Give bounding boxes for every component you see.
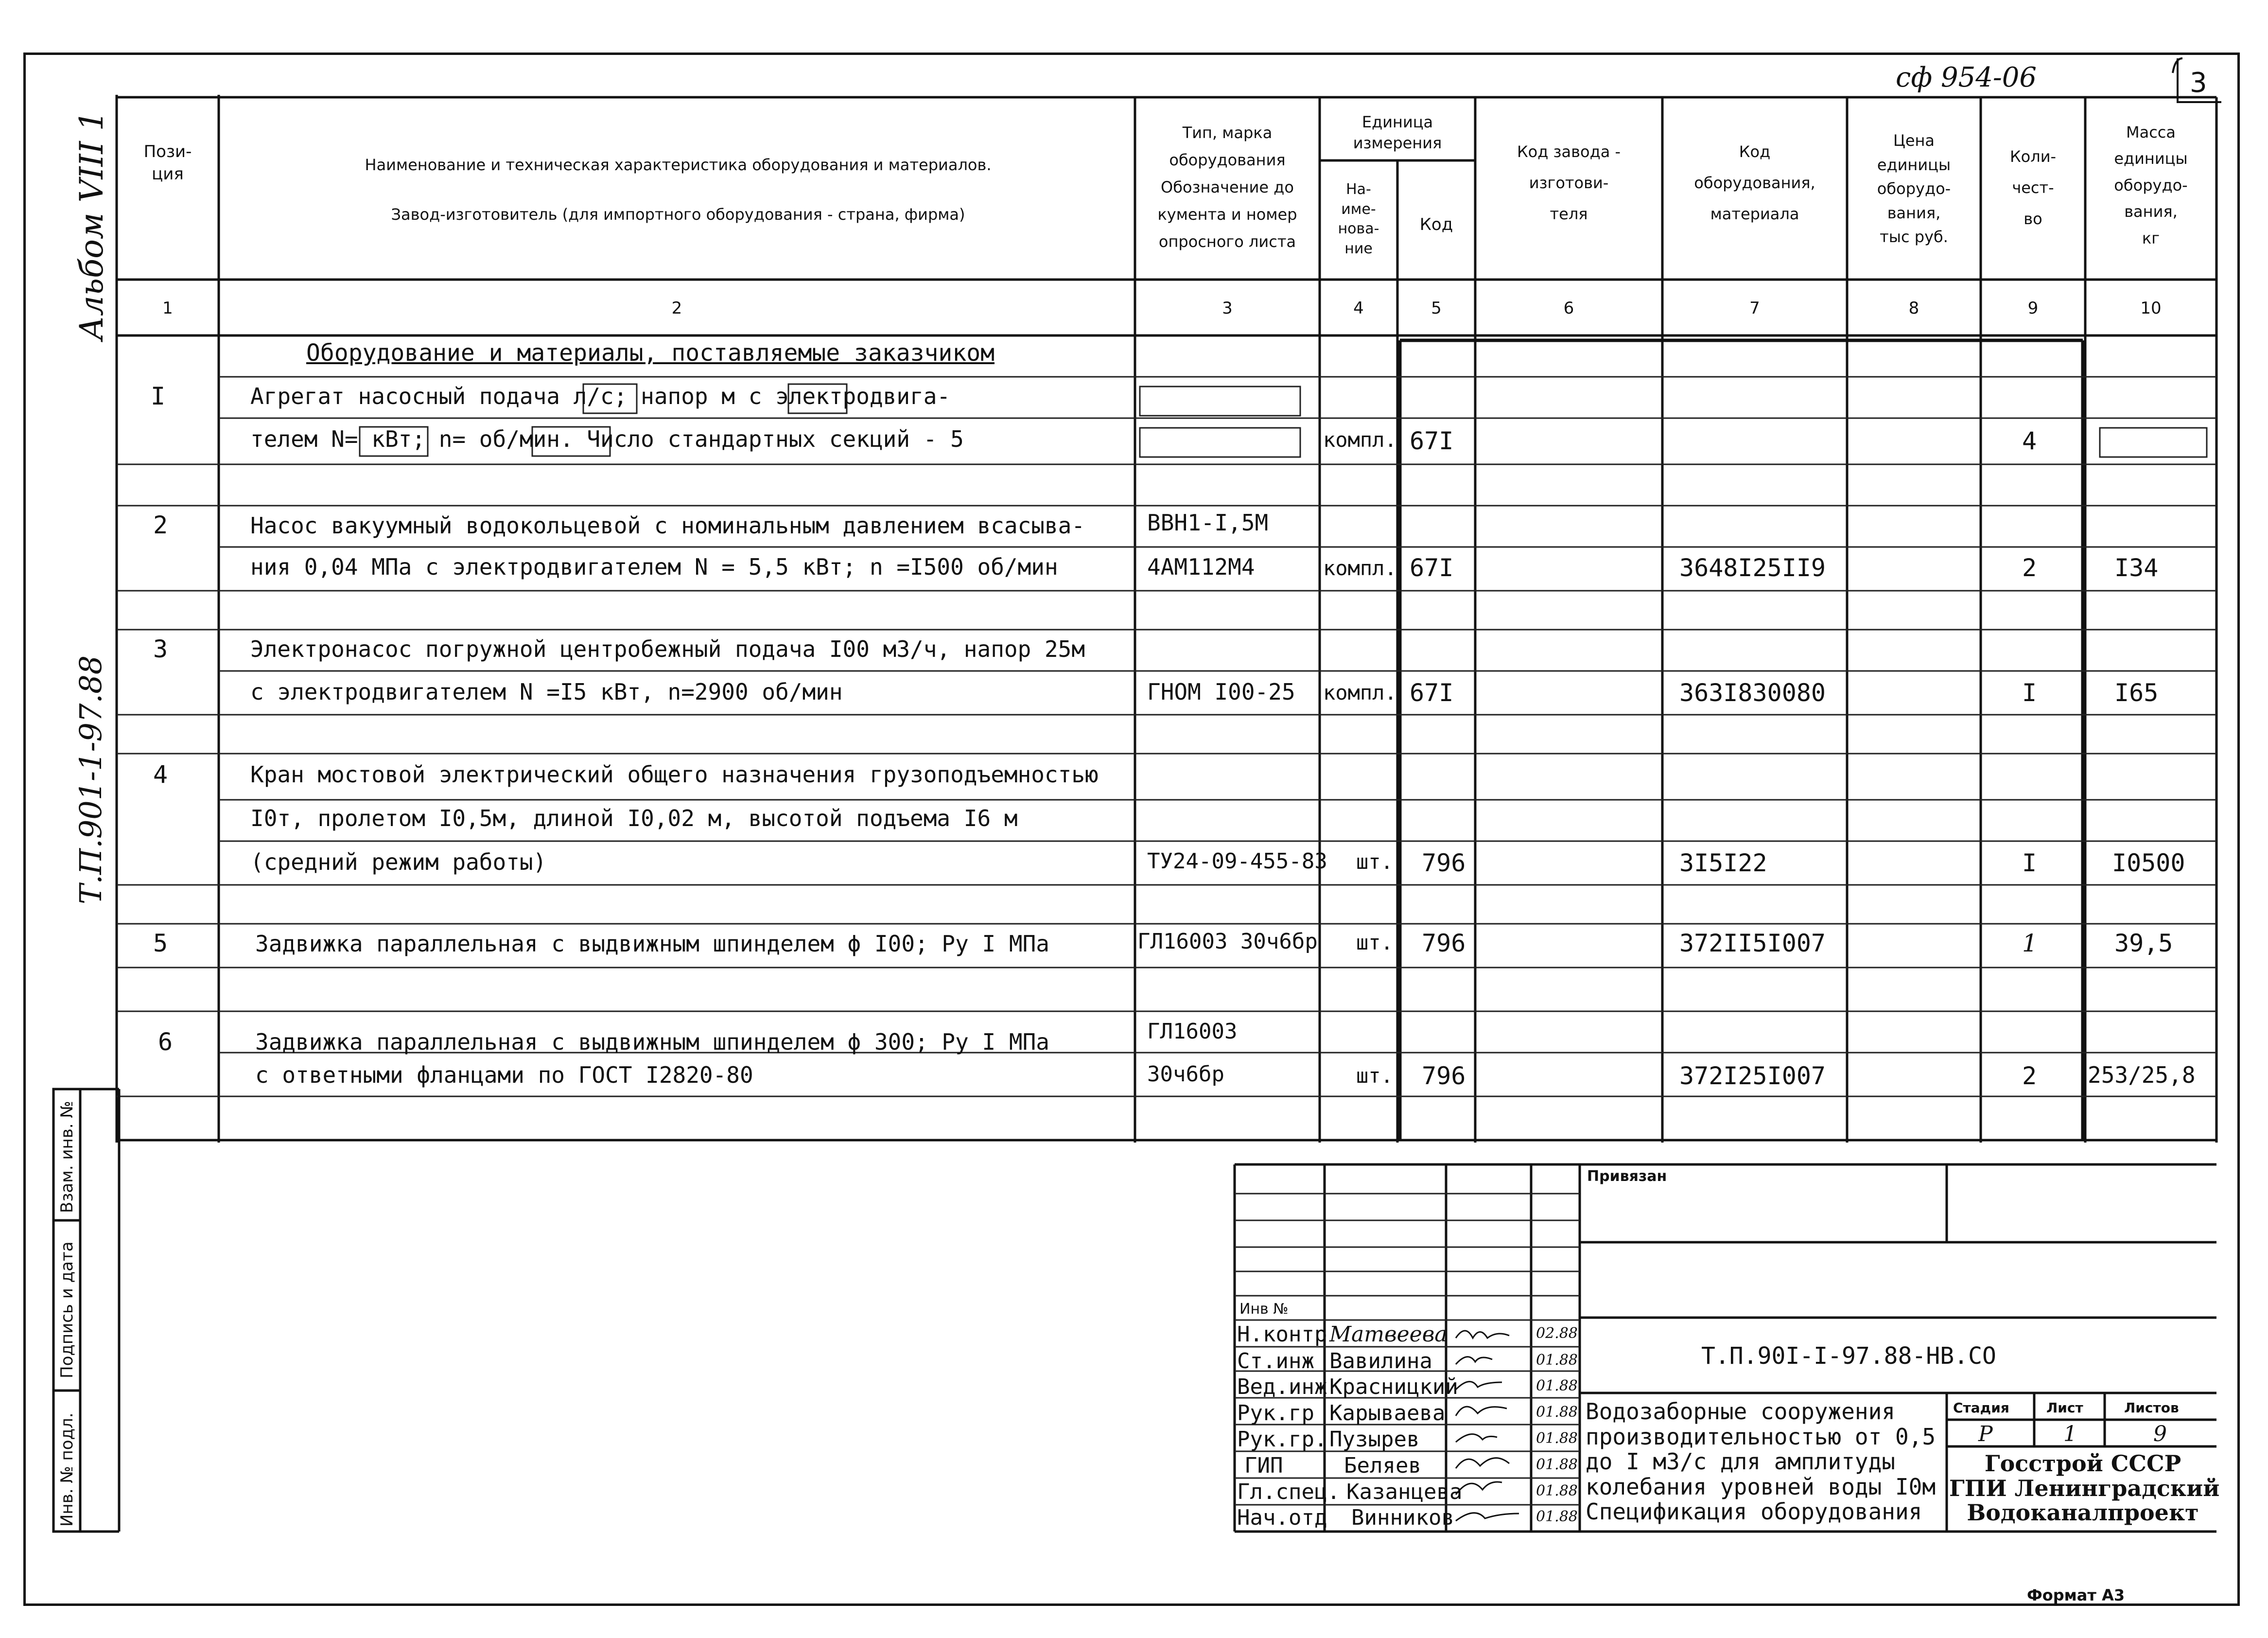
item-2-line2: ния 0,04 МПа с электродвигателем N = 5,5 кВт; n =I500 об/мин: [250, 554, 1058, 580]
description-line: колебания уровней воды I0м: [1586, 1473, 1936, 1500]
stage-label: Стадия: [1953, 1400, 2009, 1416]
role-date: 01.88: [1536, 1456, 1578, 1473]
role-label: Вед.инж: [1237, 1374, 1327, 1399]
role-date: 01.88: [1536, 1482, 1578, 1499]
header-position: Пози- ция: [143, 142, 192, 184]
item-2-type1: ВВН1-I,5М: [1147, 510, 1269, 536]
item-5-position: 5: [153, 929, 168, 957]
header-unit-code: Код: [1419, 215, 1453, 234]
sheet-value: 1: [2063, 1422, 2077, 1446]
item-4-equip-code: 3I5I22: [1679, 849, 1767, 877]
item-6-unit: шт.: [1356, 1064, 1393, 1088]
role-label: ГИП: [1244, 1453, 1283, 1478]
header-equipment-code: Код оборудования, материала: [1694, 142, 1815, 223]
item-4-line1: Кран мостовой электрический общего назначения грузоподъемностью: [250, 761, 1099, 788]
colnum-3: 3: [1222, 299, 1233, 318]
role-name: Карываева: [1329, 1401, 1446, 1426]
item-4-qty: I: [2022, 849, 2037, 877]
signature-mark: [1456, 1357, 1492, 1364]
item-1-code: 67I: [1410, 427, 1454, 455]
colnum-9: 9: [2027, 299, 2039, 318]
item-5-qty: 1: [2022, 929, 2038, 957]
description-line: производительностью от 0,5: [1586, 1423, 1936, 1450]
item-2-code: 67I: [1410, 554, 1454, 582]
item-6-line1: Задвижка параллельная с выдвижным шпинделем ϕ 300; Ру I МПа: [255, 1029, 1049, 1055]
role-date: 01.88: [1536, 1352, 1578, 1369]
header-unit-name: На- име- нова- ние: [1338, 181, 1379, 257]
project-description: [1586, 1399, 1936, 1525]
item-2-qty: 2: [2022, 554, 2037, 582]
role-name: Вавилина: [1329, 1349, 1432, 1374]
format-label: Формат А3: [2027, 1586, 2125, 1604]
section-title: Оборудование и материалы, поставляемые заказчиком: [306, 339, 995, 367]
signature-mark: [1456, 1482, 1502, 1495]
role-name: Казанцева: [1346, 1479, 1463, 1504]
item-1-qty: 4: [2022, 427, 2037, 455]
item-6-type1: ГЛ16003: [1147, 1019, 1238, 1044]
item-3-type: ГНОМ I00-25: [1147, 679, 1295, 705]
item-5-code: 796: [1422, 929, 1466, 957]
role-label: Рук.гр: [1237, 1401, 1314, 1426]
side-inv-podl: Инв. № подл.: [57, 1412, 77, 1527]
item-4-mass: I0500: [2112, 849, 2185, 877]
item-5-line1: Задвижка параллельная с выдвижным шпинделем ϕ I00; Ру I МПа: [255, 931, 1049, 957]
item-6-equip-code: 372I25I007: [1679, 1062, 1826, 1090]
item-4-unit: шт.: [1356, 850, 1393, 874]
role-label: Ст.инж: [1237, 1349, 1314, 1374]
role-label: Н.контр: [1237, 1322, 1327, 1347]
item-3-equip-code: 363I830080: [1679, 679, 1826, 707]
header-manufacturer: Завод-изготовитель (для импортного оборудования - страна, фирма): [391, 205, 965, 224]
item-2-equip-code: 3648I25II9: [1679, 554, 1826, 582]
header-factory-code: Код завода - изготови- теля: [1517, 142, 1621, 223]
signature-mark: [1456, 1458, 1509, 1468]
role-name: Пузырев: [1329, 1427, 1420, 1452]
role-date: 01.88: [1536, 1430, 1578, 1447]
item-3-line1: Электронасос погружной центробежный подача I00 м3/ч, напор 25м: [250, 636, 1085, 662]
role-name: Беляев: [1344, 1453, 1421, 1478]
item-6-type2: 30ч6бр: [1147, 1062, 1224, 1087]
item-6-mass: 253/25,8: [2088, 1062, 2196, 1088]
role-date: 01.88: [1536, 1508, 1578, 1525]
header-name: Наименование и техническая характеристика оборудования и материалов.: [365, 156, 992, 174]
role-name: Матвеева: [1329, 1322, 1448, 1347]
item-4-code: 796: [1422, 849, 1466, 877]
header-type: Тип, марка оборудования Обозначение до кумента и номер опросного листа: [1157, 123, 1297, 251]
colnum-1: 1: [162, 299, 173, 318]
org-line: Госстрой СССР: [1984, 1450, 2181, 1477]
item-6-position: 6: [158, 1028, 173, 1056]
privyazan-label: Привязан: [1587, 1168, 1667, 1185]
colnum-8: 8: [1908, 299, 1919, 318]
header-unit: Единица измерения: [1353, 113, 1442, 153]
colnum-7: 7: [1749, 299, 1760, 318]
role-label: Нач.отд: [1237, 1505, 1327, 1530]
role-label: Рук.гр.: [1237, 1427, 1327, 1452]
item-6-code: 796: [1422, 1062, 1466, 1090]
colnum-6: 6: [1563, 299, 1574, 318]
item-6-qty: 2: [2022, 1062, 2037, 1090]
item-2-mass: I34: [2114, 554, 2159, 582]
item-2-unit: компл.: [1323, 556, 1397, 580]
role-name: Винников: [1351, 1505, 1454, 1530]
signature-mark: [1456, 1331, 1509, 1338]
item-2-position: 2: [153, 511, 168, 539]
signature-mark: [1456, 1434, 1497, 1442]
org-line: Водоканалпроект: [1967, 1499, 2199, 1526]
role-label: Гл.спец.: [1237, 1479, 1340, 1504]
side-podpis-data: Подпись и дата: [57, 1241, 77, 1378]
colnum-4: 4: [1353, 299, 1364, 318]
header-quantity: Коли- чест- во: [2009, 147, 2057, 228]
side-project-label: Т.П.901-1-97.88: [73, 655, 108, 904]
side-vzam-inv: Взам. инв. №: [57, 1101, 77, 1213]
item-5-type: ГЛ16003 30ч6бр: [1137, 929, 1318, 954]
album-label: Альбом VIII 1: [73, 110, 110, 340]
stage-value: Р: [1978, 1422, 1993, 1446]
item-4-line2: I0т, пролетом I0,5м, длиной I0,02 м, высотой подъема I6 м: [250, 805, 1018, 831]
item-3-line2: с электродвигателем N =I5 кВт, n=2900 об/мин: [250, 679, 843, 705]
role-name: Красницкий: [1329, 1374, 1458, 1399]
role-date: 01.88: [1536, 1404, 1578, 1421]
inv-no-label: Инв №: [1239, 1301, 1289, 1318]
sheets-value: 9: [2153, 1422, 2167, 1446]
item-5-mass: 39,5: [2114, 929, 2173, 957]
organization: [1949, 1450, 2220, 1526]
item-3-qty: I: [2022, 679, 2037, 707]
item-3-position: 3: [153, 635, 168, 663]
item-2-type2: 4АМ112М4: [1147, 554, 1255, 580]
signature-mark: [1456, 1382, 1502, 1390]
description-line: Водозаборные сооружения: [1586, 1398, 1895, 1425]
sheet-label: Лист: [2046, 1400, 2083, 1416]
item-1-line1: Агрегат насосный подача л/с; напор м с электродвига-: [250, 383, 951, 409]
item-3-code: 67I: [1410, 679, 1454, 707]
item-5-equip-code: 372II5I007: [1679, 929, 1826, 957]
role-date: 01.88: [1536, 1377, 1578, 1394]
document-code: Т.П.90I-I-97.88-НВ.СО: [1701, 1342, 1996, 1370]
signature-mark: [1456, 1407, 1507, 1416]
item-1-line2: телем N= кВт; n= об/мин. Число стандартных секций - 5: [250, 426, 964, 452]
colnum-2: 2: [671, 299, 682, 318]
page-number: 3: [2190, 67, 2207, 99]
item-3-mass: I65: [2114, 679, 2159, 707]
sheets-label: Листов: [2124, 1400, 2179, 1416]
item-3-unit: компл.: [1323, 681, 1397, 705]
item-4-line3: (средний режим работы): [250, 849, 547, 875]
item-1-unit: компл.: [1323, 428, 1397, 452]
header-mass: Масса единицы оборудо- вания, кг: [2114, 123, 2188, 247]
role-date: 02.88: [1536, 1325, 1578, 1342]
item-4-position: 4: [153, 760, 168, 789]
item-4-type: ТУ24-09-455-83: [1147, 849, 1327, 874]
org-line: ГПИ Ленинградский: [1949, 1475, 2220, 1501]
item-6-line2: с ответными фланцами по ГОСТ I2820-80: [255, 1062, 753, 1088]
header-price: Цена единицы оборудо- вания, тыс руб.: [1877, 131, 1951, 247]
colnum-5: 5: [1431, 299, 1442, 318]
item-2-line1: Насос вакуумный водокольцевой с номинальным давлением всасыва-: [250, 512, 1085, 539]
document-stamp-code: сф 954-06: [1896, 62, 2037, 93]
colnum-10: 10: [2140, 299, 2162, 318]
description-line: до I м3/с для амплитуды: [1586, 1448, 1895, 1475]
item-5-unit: шт.: [1356, 931, 1393, 954]
item-1-position: I: [151, 382, 166, 410]
signature-mark: [1456, 1513, 1519, 1521]
description-line: Спецификация оборудования: [1586, 1498, 1922, 1525]
